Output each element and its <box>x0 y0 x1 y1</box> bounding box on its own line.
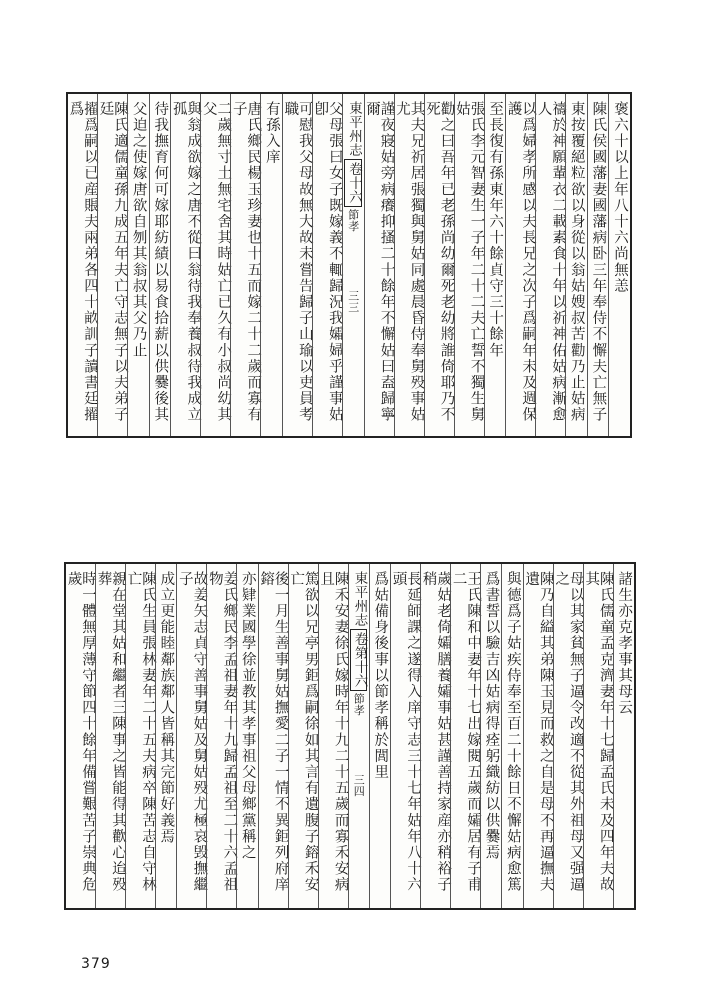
text-column <box>260 94 282 436</box>
text-column <box>149 94 171 436</box>
text-column <box>450 564 480 908</box>
spine-volume: 卷十六 <box>344 159 362 207</box>
column-text: 成立更能睦鄰族鄰人皆稱其完節好義焉 <box>158 571 175 845</box>
text-column <box>394 94 424 436</box>
column-text: 時一體無厚薄守節四十餘年備嘗艱苦子崇典危歲 <box>65 571 97 893</box>
text-column <box>282 94 312 436</box>
column-text: 爲書誓以驗吉凶姑病得痊躬織紡以供爨焉 <box>483 571 500 861</box>
column-text: 陳乃自縊其弟陳玉見而救之自是母不再逼撫夫遺 <box>523 571 554 893</box>
column-text: 東按覆絕粒欲以身從以翁姑嫂叔苦勸乃止姑病 <box>568 101 585 423</box>
text-column <box>312 94 342 436</box>
spine-title: 東平州志 <box>345 101 362 157</box>
column-text: 可慰我父母故無大故未嘗告歸子山瑜以吏員考職 <box>282 101 313 423</box>
text-column <box>125 564 155 908</box>
column-text: 至長復有孫東年六十餘貞守三十餘年 <box>487 101 504 359</box>
column-text: 親在堂其姑和繼者三陳事之皆能得其歡心迨殁葬 <box>95 571 127 893</box>
column-text: 唐氏鄉民楊玉珍妻也十五而嫁二十二歲而寡有子 <box>230 101 262 423</box>
spine-title: 東平州志 <box>351 571 368 627</box>
column-text: 父母張曰女子既嫁義不輒歸況我孀婦乎謹事姑卽 <box>312 101 343 423</box>
text-column <box>95 564 125 908</box>
column-text: 與翁成欲嫁之唐不從曰翁待我奉養叔待我成立孤 <box>170 101 202 423</box>
column-text: 有孫入庠 <box>263 101 280 166</box>
text-column <box>480 564 501 908</box>
text-column <box>66 564 95 908</box>
text-column <box>236 564 257 908</box>
text-column <box>565 94 587 436</box>
text-column <box>535 94 565 436</box>
text-column <box>369 564 390 908</box>
text-column <box>613 564 634 908</box>
bottom-text-panel <box>64 562 636 910</box>
column-text: 擢爲嗣以已産賬夫兩弟各四十畝訓子讀書廷擢爲 <box>67 101 98 423</box>
top-text-panel <box>66 92 632 438</box>
column-text: 以爲婦孝所感以夫長兄之次子爲嗣年未及週保護 <box>505 101 537 423</box>
column-text: 勸之曰吾年已老孫尚幼爾死老幼將誰倚耶乃不死 <box>424 101 455 423</box>
column-text: 長延師課之遂得入庠守志三十七年姑年八十六頭 <box>390 571 422 893</box>
column-text: 陳氏適儒童孫九成五年夫亡守志無子以夫弟子廷 <box>97 101 128 423</box>
column-text: 褒六十以上年八十六尚無恙 <box>611 101 628 295</box>
text-column <box>454 94 484 436</box>
column-text: 篤欲以兄亭男鉅爲嗣徐如其言有遺腹子鎔禾安亡 <box>288 571 319 893</box>
text-column <box>176 564 206 908</box>
text-column <box>587 94 609 436</box>
text-column <box>68 94 97 436</box>
column-text: 陳氏生員張林妻年二十五夫病卒陳苦志自守林亡 <box>125 571 157 893</box>
text-column <box>484 94 506 436</box>
column-text: 父迫之使嫁唐欲自刎其翁叔其父乃止 <box>130 101 147 359</box>
column-text: 謹夜寢姑旁病癢抑搔二十餘年不懈姑曰盍歸寧爾 <box>364 101 395 423</box>
text-column <box>505 94 535 436</box>
top-columns <box>68 94 630 436</box>
column-text: 陳禾安妻徐氏嫁時年十九二十五歲而寡禾安病且 <box>318 571 349 893</box>
text-column <box>364 94 394 436</box>
text-column <box>553 564 583 908</box>
column-text: 母以其家貧無子逼令改適不從其外祖母又强逼之 <box>553 571 584 893</box>
spine-page-number: 三三 <box>346 290 360 313</box>
text-column <box>206 564 236 908</box>
column-text: 張氏李元智妻生一子年二十二夫亡誓不獨生舅姑 <box>454 101 485 423</box>
text-column <box>424 94 454 436</box>
text-column <box>230 94 260 436</box>
column-text: 故姜矢志貞守善事舅姑及舅姑殁尤極哀毁撫繼子 <box>176 571 208 893</box>
text-column <box>390 564 420 908</box>
column-text: 其夫兄祈居張獨與舅姑同處晨昏侍奉舅殁事姑尤 <box>394 101 425 423</box>
page-spine-column <box>348 564 369 908</box>
text-column <box>155 564 176 908</box>
text-column <box>127 94 149 436</box>
column-text: 禱於神願輩衣二載素食十年以祈神佑姑病漸愈人 <box>535 101 567 423</box>
text-column <box>97 94 127 436</box>
column-text: 亦肄業國學徐並教其孝事祖父母鄉黨稱之 <box>239 571 256 861</box>
text-column <box>258 564 288 908</box>
text-column <box>200 94 230 436</box>
spine-volume: 卷第十六 <box>350 629 368 691</box>
text-column <box>523 564 553 908</box>
column-text: 與德爲子姑疾侍奉至百二十餘日不懈姑病愈篤 <box>504 571 521 893</box>
spine-category: 節孝 <box>352 693 366 716</box>
bottom-columns <box>66 564 634 908</box>
spine-page-number: 三四 <box>352 774 366 797</box>
page-spine-column <box>342 94 364 436</box>
column-text: 爲姑備身後事以節孝稱於閭里 <box>372 571 389 781</box>
column-text: 陳氏侯國藩妻國藩病卧三年奉侍不懈夫亡無子 <box>590 101 607 423</box>
column-text: 王氏陳和中妻年十七出嫁閱五歲而孀居有子甫二 <box>450 571 482 893</box>
text-column <box>420 564 450 908</box>
spine-category: 節孝 <box>346 209 360 232</box>
page-number: 379 <box>81 956 111 972</box>
column-text: 待我撫育何可嫁耶紡績以易食拾薪以供爨後其 <box>152 101 169 423</box>
column-text: 姜氏鄉民李孟祖妻年十九歸孟祖至二十六孟祖物 <box>206 571 238 893</box>
column-text: 陳氏儒童孟克濟妻年十七歸孟氏未及四年夫故其 <box>583 571 614 893</box>
column-text: 二歲無寸土無宅舍其時姑亡已久有小叔尚幼其父 <box>200 101 232 423</box>
text-column <box>583 564 613 908</box>
column-text: 後一月生善事舅姑撫愛二子一情不異鉅列府庠鎔 <box>258 571 289 893</box>
column-text: 歲姑老倚孀膳養孀事姑甚謹善持家産亦稍裕子稍 <box>420 571 452 893</box>
text-column <box>501 564 522 908</box>
text-column <box>288 564 318 908</box>
column-text: 諸生亦克孝事其母云 <box>616 571 633 716</box>
text-column <box>318 564 348 908</box>
text-column <box>608 94 630 436</box>
text-column <box>170 94 200 436</box>
